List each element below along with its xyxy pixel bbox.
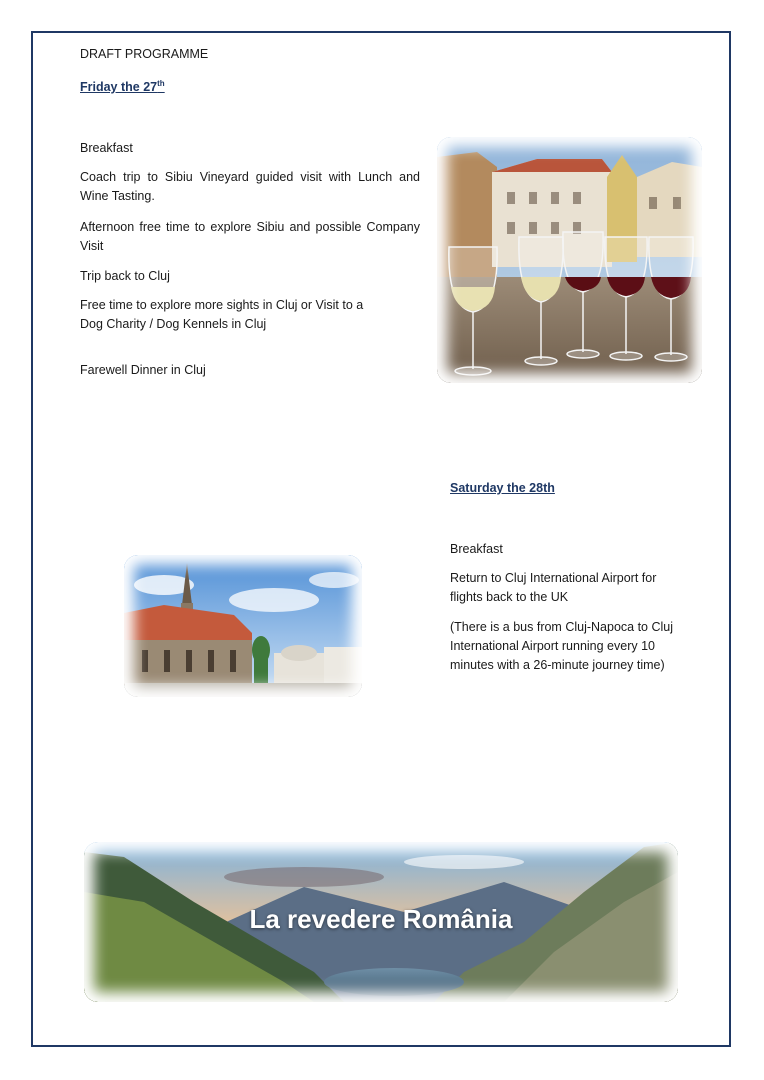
friday-item-farewell-dinner: Farewell Dinner in Cluj (80, 363, 206, 377)
mountain-lake-photo (84, 842, 678, 1002)
saturday-heading: Saturday the 28th (450, 481, 555, 495)
friday-item-dog-charity: Dog Charity / Dog Kennels in Cluj (80, 317, 267, 331)
cluj-church-photo (124, 555, 362, 697)
saturday-item-bus-note: (There is a bus from Cluj-Napoca to Cluj International Airport running every 10 minutes with a 26-minute journey time) (450, 620, 673, 672)
friday-item-breakfast: Breakfast (80, 141, 133, 155)
banner-title: La revedere România (249, 904, 513, 934)
saturday-item-airport: Return to Cluj International Airport for flights back to the UK (450, 571, 657, 604)
friday-heading: Friday the 27th (80, 78, 165, 94)
friday-item-free-time-sibiu: Afternoon free time to explore Sibiu and possible Company Visit (80, 220, 420, 253)
friday-item-vineyard: Coach trip to Sibiu Vineyard guided visit with Lunch and Wine Tasting. (80, 170, 420, 203)
saturday-item-breakfast: Breakfast (450, 542, 503, 556)
wine-glasses-photo (437, 137, 702, 383)
document-title: DRAFT PROGRAMME (80, 47, 209, 61)
friday-item-trip-back: Trip back to Cluj (80, 269, 170, 283)
friday-item-free-time-cluj: Free time to explore more sights in Cluj or Visit to a (80, 298, 364, 312)
